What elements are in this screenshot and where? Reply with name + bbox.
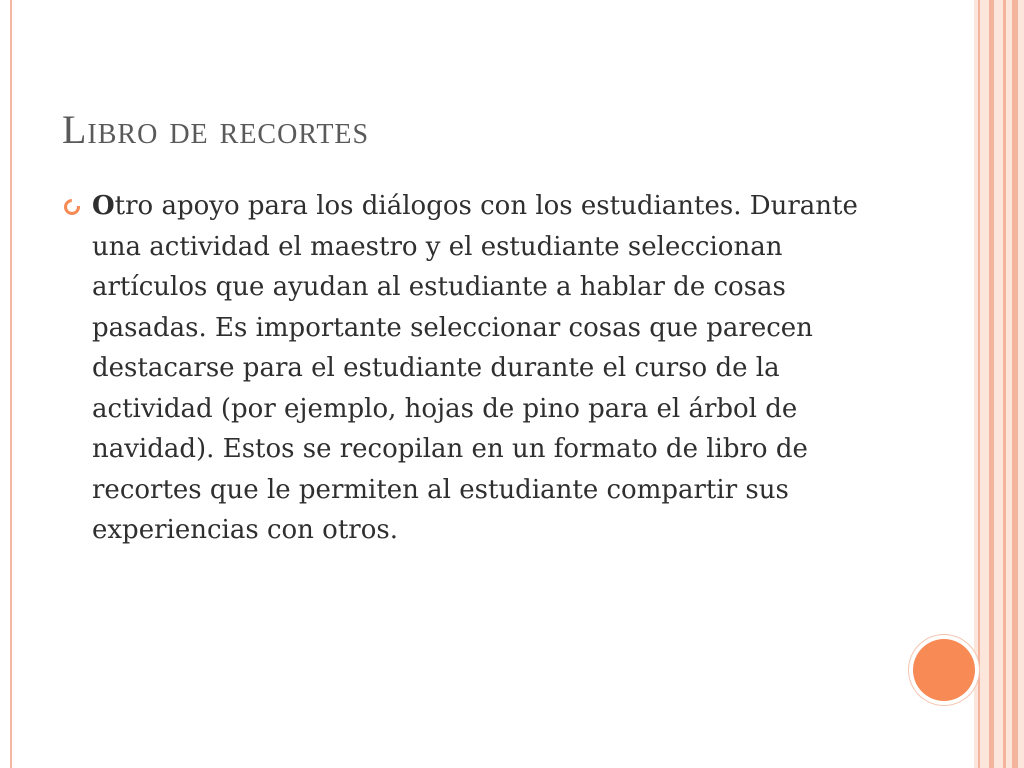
decorative-orange-circle — [913, 639, 975, 701]
slide-title: Libro de recortes — [62, 107, 370, 152]
left-border-line — [10, 0, 12, 768]
bullet-text — [92, 186, 882, 551]
right-stripe — [989, 0, 994, 768]
right-stripe — [1003, 0, 1006, 768]
right-stripe — [978, 0, 980, 768]
bullet-item — [62, 186, 882, 551]
circle-bullet-icon — [62, 197, 82, 217]
bullet-body: tro apoyo para los diálogos con los estudiantes. Durante una actividad el maestro y el estudiante seleccionan artículos que ayudan al estudiante a hablar de cosas pasadas. Es importante seleccionar cosas que parecen destacarse para el estudiante durante el curso de la actividad (por ejemplo, hojas de pino para el árbol de navidad). Estos se recopilan en un formato de libro de recortes que le permiten al estudiante compartir sus experiencias con otros. — [92, 191, 858, 545]
right-stripe — [1012, 0, 1018, 768]
bullet-first-letter: O — [92, 191, 115, 221]
bullet-list — [62, 186, 882, 551]
